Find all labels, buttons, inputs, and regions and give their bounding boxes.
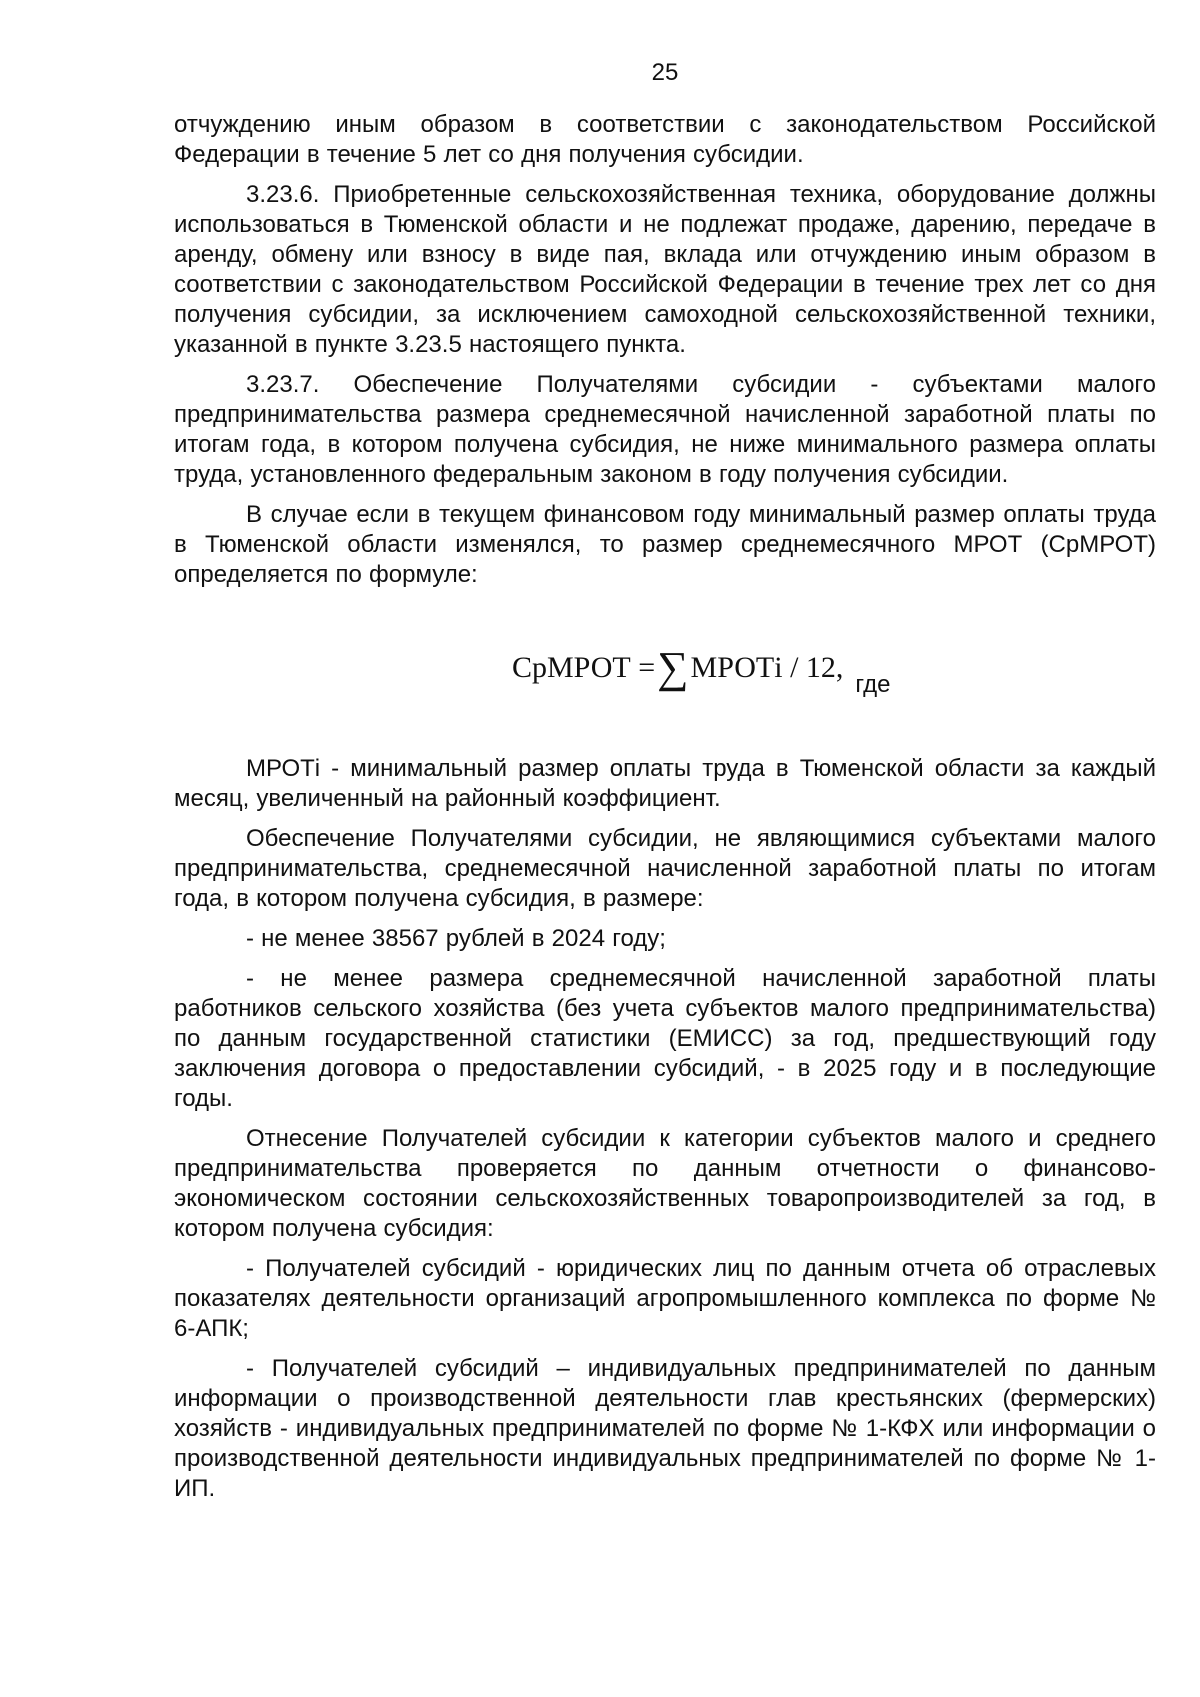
formula-srmrot	[512, 643, 891, 698]
paragraph-mroti-definition: МРОТi - минимальный размер оплаты труда в Тюменской области за каждый месяц, увеличенный на районный коэффициент.	[174, 755, 1156, 812]
paragraph-formula-intro: В случае если в текущем финансовом году минимальный размер оплаты труда в Тюменской области изменялся, то размер среднемесячного МРОТ (СрМРОТ) определяется по формуле:	[174, 501, 1156, 588]
list-item-entrepreneurs: - Получателей субсидий – индивидуальных предпринимателей по данным информации о производственной деятельности глав крестьянских (фермерских) хозяйств - индивидуальных предпринимателей по форме № 1-КФХ или информации о производственной деятельности индивидуальных предпринимателей по форме № 1-ИП.	[174, 1355, 1156, 1502]
paragraph-3-23-6: 3.23.6. Приобретенные сельскохозяйственная техника, оборудование должны использоваться в Тюменской области и не подлежат продаже, дарению, передаче в аренду, обмену или взносу в виде пая, вклада или отчуждению иным образом в соответствии с законодательством Российской Федерации в течение трех лет со дня получения субсидии, за исключением самоходной сельскохозяйственной техники, указанной в пункте 3.23.5 настоящего пункта.	[174, 181, 1156, 358]
page-number: 25	[651, 59, 679, 86]
paragraph-classification: Отнесение Получателей субсидии к категории субъектов малого и среднего предпринимательства проверяется по данным отчетности о финансово-экономическом состоянии сельскохозяйственных товаропроизводителей за год, в котором получена субсидия:	[174, 1125, 1156, 1242]
formula-lhs: СрМРОТ =	[512, 651, 656, 684]
list-item-2024: - не менее 38567 рублей в 2024 году;	[246, 925, 666, 952]
paragraph-continuation: отчуждению иным образом в соответствии с законодательством Российской Федерации в течение 5 лет со дня получения субсидии.	[174, 111, 1156, 168]
list-item-legal-entities: - Получателей субсидий - юридических лиц по данным отчета об отраслевых показателях деятельности организаций агропромышленного комплекса по форме № 6-АПК;	[174, 1255, 1156, 1342]
formula-where: где	[855, 671, 891, 698]
paragraph-3-23-7: 3.23.7. Обеспечение Получателями субсидии - субъектами малого предпринимательства размера среднемесячной начисленной заработной платы по итогам года, в котором получена субсидия, не ниже минимального размера оплаты труда, установленного федеральным законом в году получения субсидии.	[174, 371, 1156, 488]
sigma-symbol: ∑	[657, 643, 689, 692]
formula-block	[174, 604, 1156, 734]
formula-rhs: МРОТi / 12,	[690, 651, 844, 684]
list-item-2025: - не менее размера среднемесячной начисленной заработной платы работников сельского хозяйства (без учета субъектов малого предпринимательства) по данным государственной статистики (ЕМИСС) за год, предшествующий году заключения договора о предоставлении субсидий, - в 2025 году и в последующие годы.	[174, 965, 1156, 1112]
paragraph-non-small-business: Обеспечение Получателями субсидии, не являющимися субъектами малого предпринимательства, среднемесячной начисленной заработной платы по итогам года, в котором получена субсидия, в размере:	[174, 825, 1156, 912]
